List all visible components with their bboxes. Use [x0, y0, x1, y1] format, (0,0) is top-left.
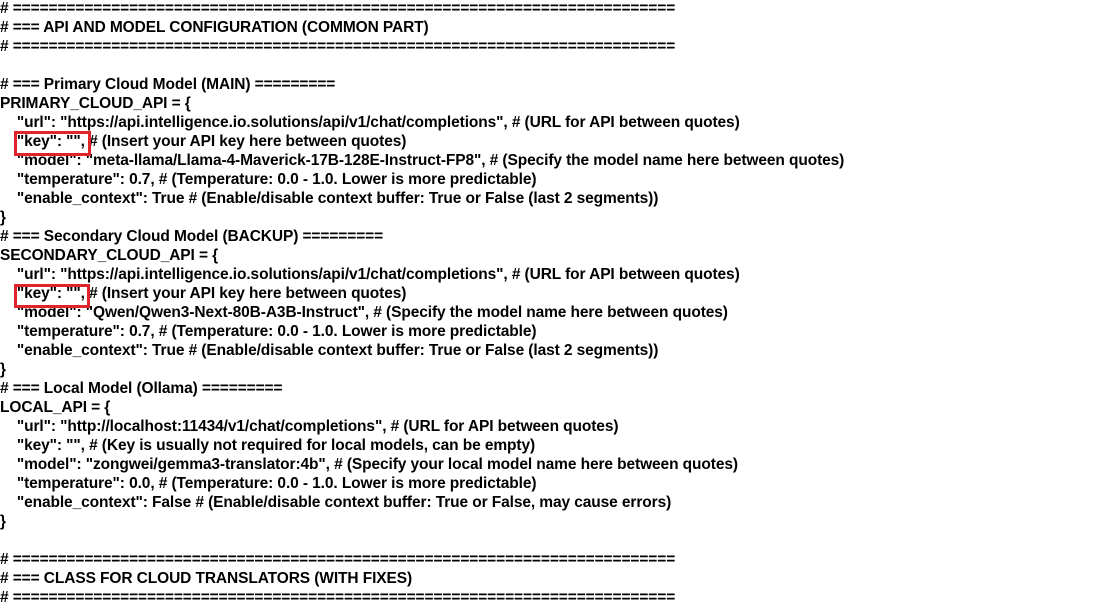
- code-line: "enable_context": True # (Enable/disable context buffer: True or False (last 2 segments)): [0, 342, 659, 359]
- comment-line: # === Local Model (Ollama) =========: [0, 380, 283, 397]
- code-line: "model": "Qwen/Qwen3-Next-80B-A3B-Instruct", # (Specify the model name here between quotes): [0, 304, 728, 321]
- code-line: "temperature": 0.0, # (Temperature: 0.0 - 1.0. Lower is more predictable): [0, 475, 537, 492]
- key-highlight-box-primary: [14, 131, 91, 156]
- code-line: "url": "http://localhost:11434/v1/chat/completions", # (URL for API between quotes): [0, 418, 619, 435]
- separator-line: # ==========================================================================: [0, 589, 676, 606]
- comment-line: # === Secondary Cloud Model (BACKUP) =========: [0, 228, 384, 245]
- code-line: SECONDARY_CLOUD_API = {: [0, 247, 219, 264]
- key-highlight-box-secondary: [14, 284, 90, 308]
- code-line: }: [0, 513, 6, 530]
- comment-line: # === Primary Cloud Model (MAIN) =========: [0, 76, 336, 93]
- code-line: }: [0, 209, 6, 226]
- code-line: "enable_context": True # (Enable/disable context buffer: True or False (last 2 segments)): [0, 190, 659, 207]
- code-line: "temperature": 0.7, # (Temperature: 0.0 - 1.0. Lower is more predictable): [0, 323, 537, 340]
- section-heading: # === API AND MODEL CONFIGURATION (COMMON PART): [0, 19, 429, 36]
- code-line: "enable_context": False # (Enable/disable context buffer: True or False, may cause errors): [0, 494, 672, 511]
- code-line: PRIMARY_CLOUD_API = {: [0, 95, 191, 112]
- section-heading: # === CLASS FOR CLOUD TRANSLATORS (WITH FIXES): [0, 570, 413, 587]
- code-line: "url": "https://api.intelligence.io.solutions/api/v1/chat/completions", # (URL for API between quotes): [0, 266, 740, 283]
- code-line: "model": "zongwei/gemma3-translator:4b", # (Specify your local model name here between quotes): [0, 456, 738, 473]
- blank-line: [0, 56, 844, 75]
- blank-line: [0, 531, 844, 550]
- separator-line: # ==========================================================================: [0, 0, 676, 17]
- code-line: LOCAL_API = {: [0, 399, 111, 416]
- code-line: "temperature": 0.7, # (Temperature: 0.0 - 1.0. Lower is more predictable): [0, 171, 537, 188]
- code-line: "url": "https://api.intelligence.io.solutions/api/v1/chat/completions", # (URL for API between quotes): [0, 114, 740, 131]
- code-line: "key": "", # (Insert your API key here between quotes): [0, 133, 407, 150]
- code-line: }: [0, 361, 6, 378]
- code-line: "model": "meta-llama/Llama-4-Maverick-17B-128E-Instruct-FP8", # (Specify the model name here between quotes): [0, 152, 845, 169]
- code-line: "key": "", # (Insert your API key here between quotes): [0, 285, 407, 302]
- separator-line: # ==========================================================================: [0, 551, 676, 568]
- separator-line: # ==========================================================================: [0, 38, 676, 55]
- code-line: "key": "", # (Key is usually not required for local models, can be empty): [0, 437, 536, 454]
